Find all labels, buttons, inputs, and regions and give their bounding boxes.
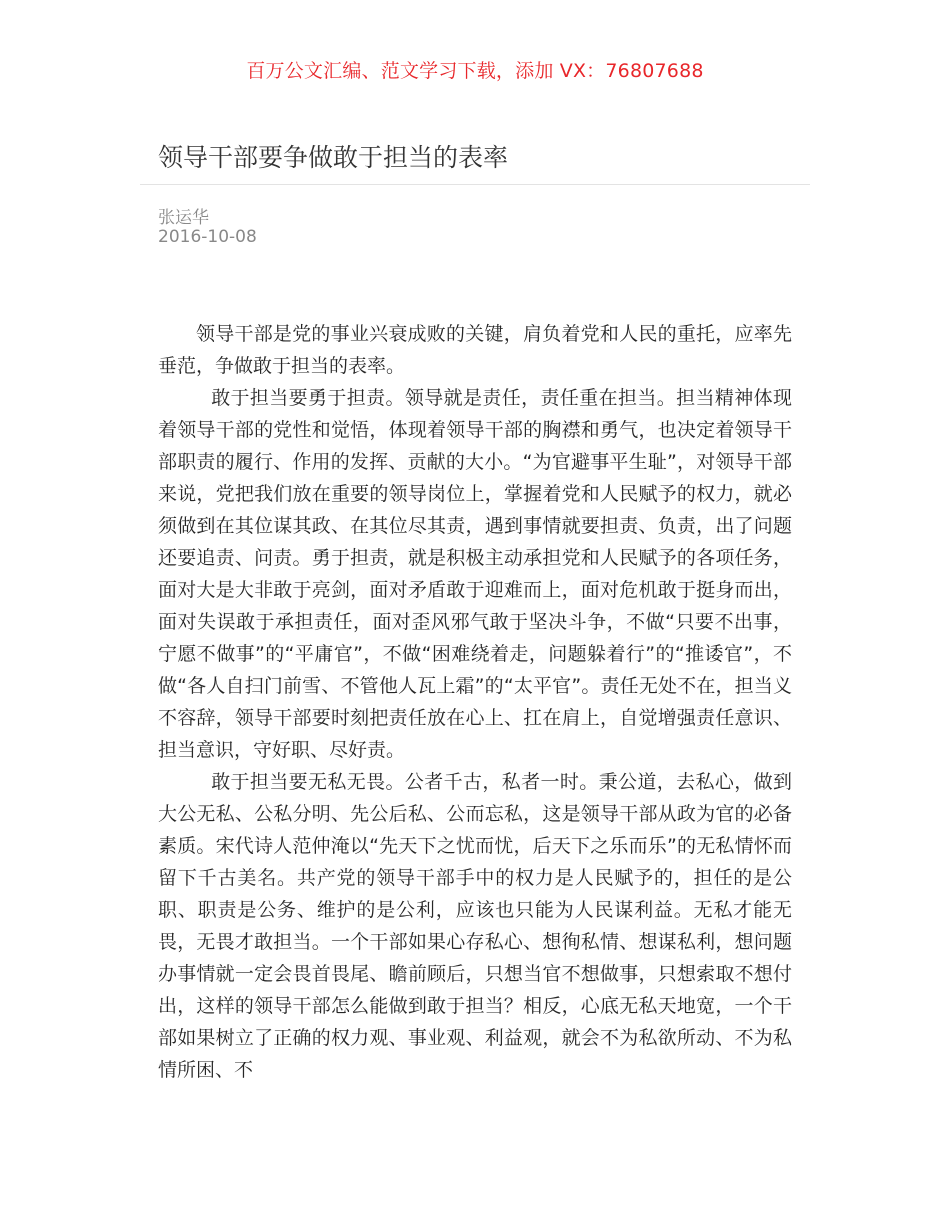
article-title: 领导干部要争做敢于担当的表率: [158, 143, 509, 172]
paragraph: 敢于担当要无私无畏。公者千古，私者一时。秉公道，去私心，做到大公无私、公私分明、先公后私、公而忘私，这是领导干部从政为官的必备素质。宋代诗人范仲淹以“先天下之忧而忧，后天下之乐而乐”的无私情怀而留下千古美名。共产党的领导干部手中的权力是人民赋予的，担任的是公职、职责是公务、维护的是公利，应该也只能为人民谋利益。无私才能无畏，无畏才敢担当。一个干部如果心存私心、想徇私情、想谋私利，想问题办事情就一定会畏首畏尾、瞻前顾后，只想当官不想做事，只想索取不想付出，这样的领导干部怎么能做到敢于担当？相反，心底无私天地宽，一个干部如果树立了正确的权力观、事业观、利益观，就会不为私欲所动、不为私情所困、不: [158, 771, 792, 1081]
article-author: 张运华: [158, 208, 209, 228]
paragraph: 敢于担当要勇于担责。领导就是责任，责任重在担当。担当精神体现着领导干部的党性和觉悟，体现着领导干部的胸襟和勇气，也决定着领导干部职责的履行、作用的发挥、贡献的大小。“为官避事平生耻”，对领导干部来说，党把我们放在重要的领导岗位上，掌握着党和人民赋予的权力，就必须做到在其位谋其政、在其位尽其责，遇到事情就要担责、负责，出了问题还要追责、问责。勇于担责，就是积极主动承担党和人民赋予的各项任务，面对大是大非敢于亮剑，面对矛盾敢于迎难而上，面对危机敢于挺身而出，面对失误敢于承担责任，面对歪风邪气敢于坚决斗争，不做“只要不出事，宁愿不做事”的“平庸官”，不做“困难绕着走，问题躲着行”的“推诿官”，不做“各人自扫门前雪、不管他人瓦上霜”的“太平官”。责任无处不在，担当义不容辞，领导干部要时刻把责任放在心上、扛在肩上，自觉增强责任意识、担当意识，守好职、尽好责。: [158, 387, 792, 761]
promo-banner: 百万公文汇编、范文学习下载，添加 VX：76807688: [246, 60, 704, 82]
paragraph: 领导干部是党的事业兴衰成败的关键，肩负着党和人民的重托，应率先垂范，争做敢于担当的表率。: [158, 323, 792, 377]
title-divider: [140, 184, 810, 185]
article-body: [158, 318, 792, 1086]
article-date: 2016-10-08: [158, 227, 257, 247]
